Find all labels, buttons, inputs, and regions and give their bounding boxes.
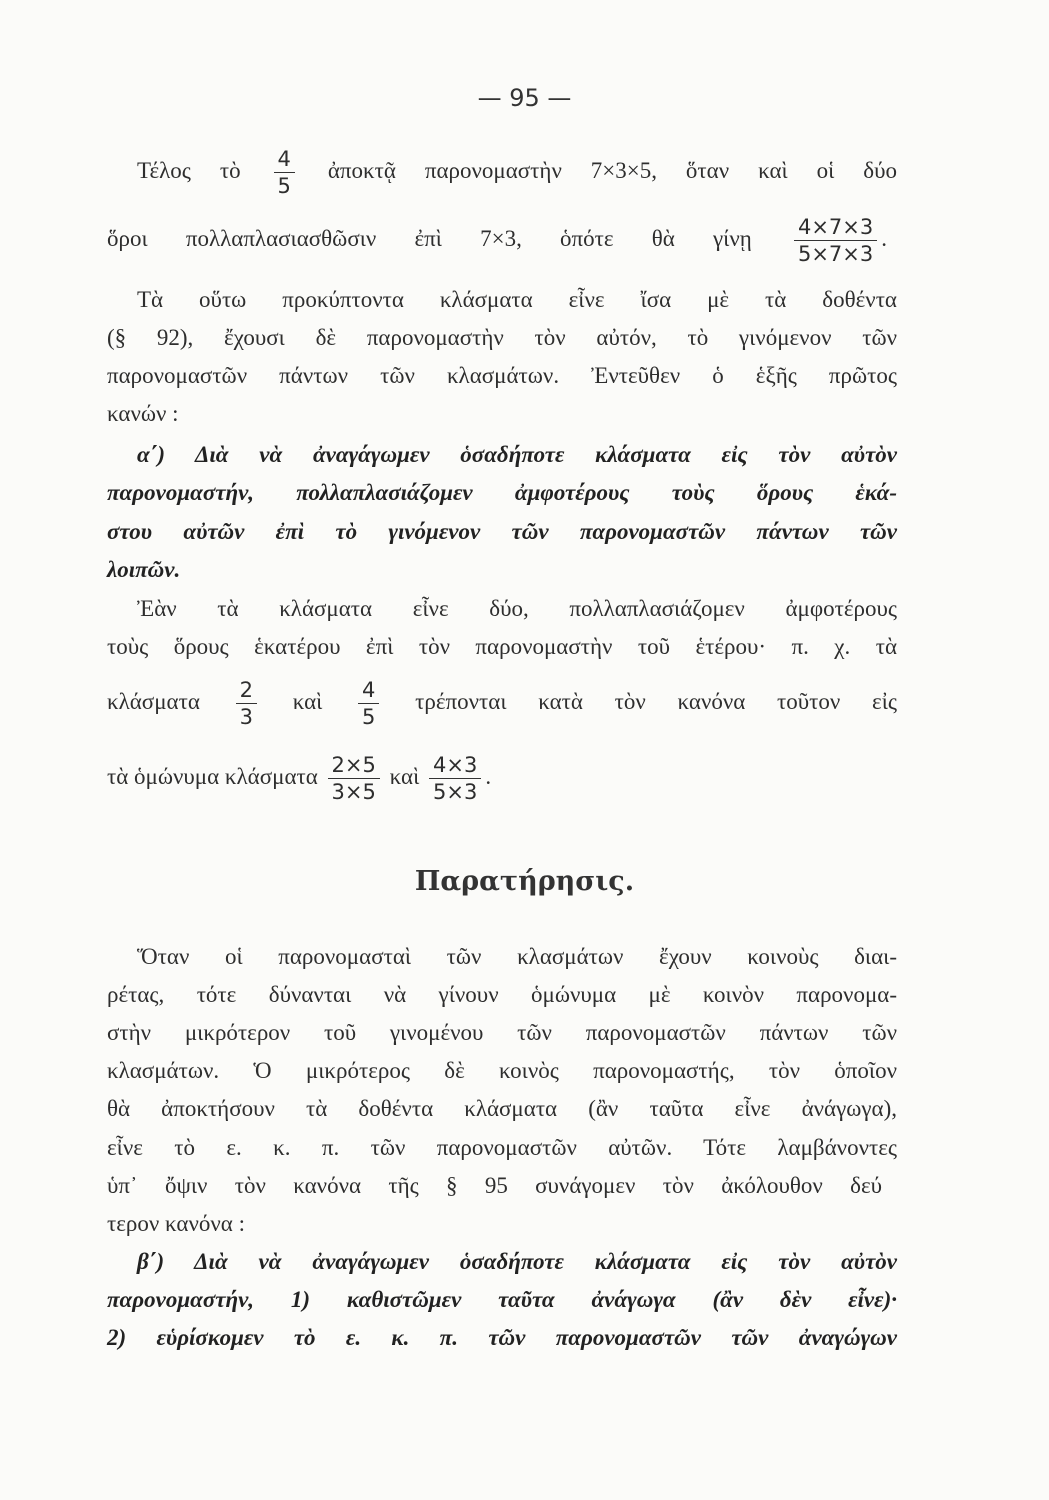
text-line — [107, 214, 887, 267]
denominator: 5×7×3 — [794, 240, 877, 267]
text-line: ὑπ᾽ ὄψιν τὸν κανόνα τῆς § 95 συνάγομεν τὸν ἀκόλουθον δεύ — [107, 1173, 882, 1198]
numerator: 4 — [362, 678, 376, 702]
text-line: ρέτας, τότε δύνανται νὰ γίνουν ὁμώνυμα μὲ κοινὸν παρονομα- — [107, 982, 897, 1007]
numerator: 2 — [239, 678, 253, 702]
text-line: Ἐὰν τὰ κλάσματα εἶνε δύο, πολλαπλασιάζομεν ἀμφοτέρους — [137, 596, 897, 621]
rule-b-line: 2) εὑρίσκομεν τὸ ε. κ. π. τῶν παρονομαστῶν τῶν ἀναγώγων — [107, 1325, 897, 1350]
text-segment: . — [485, 763, 492, 789]
text-segment: κλάσματα — [107, 688, 200, 714]
numerator: 4 — [277, 147, 291, 171]
denominator: 5 — [274, 172, 295, 199]
fraction — [429, 752, 481, 805]
text-line: εἶνε τὸ ε. κ. π. τῶν παρονομαστῶν αὐτῶν. Τότε λαμβάνοντες — [107, 1135, 897, 1160]
text-line — [107, 677, 897, 730]
text-line — [107, 146, 897, 199]
text-line: Ὅταν οἱ παρονομασταὶ τῶν κλασμάτων ἔχουν κοινοὺς διαι- — [137, 944, 897, 969]
text-segment: καὶ — [292, 688, 323, 714]
text-segment: Τέλος τὸ — [137, 157, 241, 183]
text-line: τερον κανόνα : — [107, 1211, 245, 1236]
text-line — [107, 752, 897, 805]
text-segment: καὶ — [389, 763, 420, 789]
text-segment: ἀποκτᾷ παρονομαστὴν 7×3×5, ὅταν καὶ οἱ δύο — [327, 157, 897, 183]
denominator: 3×5 — [328, 778, 380, 805]
fraction — [358, 677, 379, 730]
text-line: στὴν μικρότερον τοῦ γινομένου τῶν παρονομαστῶν πάντων τῶν — [107, 1020, 897, 1045]
text-segment: τρέπονται κατὰ τὸν κανόνα τοῦτον εἰς — [415, 688, 897, 714]
text-line: παρονομαστῶν πάντων τῶν κλασμάτων. Ἐντεῦθεν ὁ ἑξῆς πρῶτος — [107, 363, 897, 388]
denominator: 5 — [358, 703, 379, 730]
text-line: θὰ ἀποκτήσουν τὰ δοθέντα κλάσματα (ἂν ταῦτα εἶνε ἀνάγωγα), — [107, 1096, 897, 1121]
numerator: 4×7×3 — [797, 215, 874, 239]
numerator: 2×5 — [331, 753, 376, 777]
denominator: 5×3 — [429, 778, 481, 805]
text-line: κανών : — [107, 401, 179, 426]
text-line: (§ 92), ἔχουσι δὲ παρονομαστὴν τὸν αὐτόν, τὸ γινόμενον τῶν — [107, 325, 897, 350]
rule-a-line: α΄) Διὰ νὰ ἀναγάγωμεν ὁσαδήποτε κλάσματα εἰς τὸν αὐτὸν — [137, 442, 897, 467]
fraction — [236, 677, 257, 730]
text-segment: ὅροι πολλαπλασιασθῶσιν ἐπὶ 7×3, ὁπότε θὰ γίνῃ — [107, 225, 752, 251]
fraction — [274, 146, 295, 199]
fraction — [794, 214, 877, 267]
text-line: τοὺς ὅρους ἑκατέρου ἐπὶ τὸν παρονομαστὴν τοῦ ἑτέρου· π. χ. τὰ — [107, 634, 897, 659]
text-line: Τὰ οὕτω προκύπτοντα κλάσματα εἶνε ἴσα μὲ τὰ δοθέντα — [137, 287, 897, 312]
denominator: 3 — [236, 703, 257, 730]
fraction — [328, 752, 380, 805]
rule-b-line: παρονομαστήν, 1) καθιστῶμεν ταῦτα ἀνάγωγα (ἂν δὲν εἶνε)· — [107, 1287, 897, 1312]
rule-a-line: παρονομαστήν, πολλαπλασιάζομεν ἀμφοτέρους τοὺς ὅρους ἑκά- — [107, 480, 897, 505]
rule-b-line: β΄) Διὰ νὰ ἀναγάγωμεν ὁσαδήποτε κλάσματα εἰς τὸν αὐτὸν — [137, 1249, 897, 1274]
numerator: 4×3 — [433, 753, 478, 777]
text-segment: τὰ ὁμώνυμα κλάσματα — [107, 763, 318, 789]
page-number: — 95 — — [477, 84, 572, 112]
text-line: κλασμάτων. Ὁ μικρότερος δὲ κοινὸς παρονομαστής, τὸν ὁποῖον — [107, 1058, 897, 1083]
section-title: Παρατήρησις. — [414, 866, 635, 897]
rule-a-line: λοιπῶν. — [107, 557, 181, 582]
text-segment: . — [881, 225, 887, 251]
rule-a-line: στου αὐτῶν ἐπὶ τὸ γινόμενον τῶν παρονομαστῶν πάντων τῶν — [107, 519, 897, 544]
